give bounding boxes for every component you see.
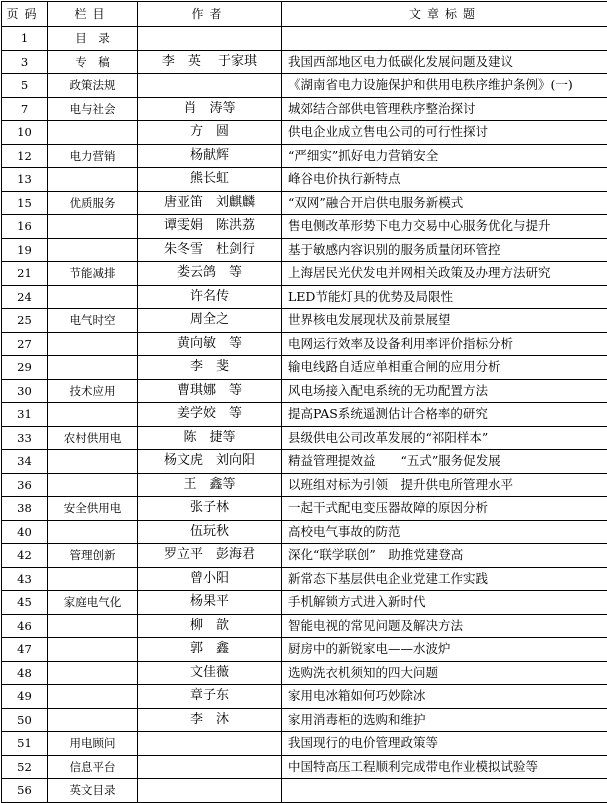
title-cell-text: 新常态下基层供电企业党建工作实践: [288, 571, 488, 586]
title-cell-text: 售电侧改革形势下电力交易中心服务优化与提升: [288, 218, 551, 233]
column-cell: [48, 403, 138, 427]
page-number-cell: [2, 168, 48, 192]
title-cell-text: 《湖南省电力设施保护和供用电秩序维护条例》(一): [288, 77, 573, 92]
page-number-cell-text: 52: [17, 760, 32, 774]
author-cell-text: 黄向敏 等: [177, 336, 242, 351]
column-cell: [48, 332, 138, 356]
page-number-cell-text: 25: [17, 313, 32, 327]
page-number-cell-text: 31: [17, 407, 32, 421]
page-number-cell-text: 34: [17, 454, 32, 468]
table-row: [2, 685, 607, 709]
page-number-cell-text: 19: [17, 243, 32, 257]
author-cell-text: 李 斐: [190, 359, 229, 374]
author-cell: [138, 403, 282, 427]
title-cell-text: 精益管理提效益 “五式”服务促发展: [288, 453, 501, 468]
title-cell-text: 以班组对标为引领 提升供电所管理水平: [288, 477, 513, 492]
page-number-cell: [2, 708, 48, 732]
title-cell-text: 提高PAS系统遥测估计合格率的研究: [288, 406, 488, 421]
title-cell: [282, 544, 607, 568]
column-cell-text: 家庭电气化: [64, 595, 122, 609]
author-cell: [138, 215, 282, 239]
title-cell: [282, 238, 607, 262]
author-cell-text: 王 鑫等: [183, 477, 235, 492]
table-row: [2, 332, 607, 356]
column-cell: [48, 50, 138, 74]
author-cell: [138, 144, 282, 168]
author-cell-text: 张子林: [190, 500, 229, 515]
page-number-cell: [2, 497, 48, 521]
table-row: [2, 379, 607, 403]
page-number-cell-text: 13: [17, 172, 32, 186]
title-cell-text: 中国特高压工程顺利完成带电作业模拟试验等: [288, 759, 538, 774]
author-cell-text: 娄云鸽 等: [177, 265, 242, 280]
title-cell: [282, 356, 607, 380]
title-cell: [282, 732, 607, 756]
author-cell-text: 姜学姣 等: [177, 406, 242, 421]
title-cell-text: “双网”融合开启供电服务新模式: [288, 195, 463, 210]
page-number-cell: [2, 544, 48, 568]
author-cell: [138, 567, 282, 591]
title-cell-text: 一起干式配电变压器故障的原因分析: [288, 500, 488, 515]
table-row: [2, 755, 607, 779]
title-cell-text: 高校电气事故的防范: [288, 524, 401, 539]
author-cell-text: 谭雯娟 陈洪荔: [164, 218, 255, 233]
column-cell: [48, 121, 138, 145]
author-cell: [138, 708, 282, 732]
page-number-cell-text: 36: [17, 478, 32, 492]
page-number-cell: [2, 332, 48, 356]
table-row: [2, 614, 607, 638]
author-cell: [138, 732, 282, 756]
page-number-cell: [2, 27, 48, 51]
column-cell-text: 农村供用电: [64, 431, 122, 445]
table-row: [2, 426, 607, 450]
table-row: [2, 497, 607, 521]
column-cell: [48, 356, 138, 380]
page-number-cell-text: 51: [17, 736, 32, 750]
title-cell: [282, 215, 607, 239]
header-title: 文章标题: [282, 2, 607, 27]
page-number-cell-text: 10: [17, 125, 32, 139]
title-cell: [282, 191, 607, 215]
header-column: 栏目: [48, 2, 138, 27]
title-cell: [282, 755, 607, 779]
column-cell: [48, 450, 138, 474]
page-number-cell: [2, 567, 48, 591]
column-cell: [48, 614, 138, 638]
column-cell: [48, 497, 138, 521]
column-cell: [48, 238, 138, 262]
column-cell-text: 安全供用电: [64, 501, 122, 515]
column-cell: [48, 27, 138, 51]
table-row: [2, 591, 607, 615]
title-cell: [282, 285, 607, 309]
title-cell-text: 智能电视的常见问题及解决方法: [288, 618, 463, 633]
title-cell: [282, 403, 607, 427]
page-number-cell-text: 29: [17, 360, 32, 374]
title-cell-text: 手机解锁方式进入新时代: [288, 594, 426, 609]
table-row: [2, 708, 607, 732]
title-cell-text: 我国现行的电价管理政策等: [288, 735, 438, 750]
table-row: [2, 238, 607, 262]
page-number-cell-text: 7: [21, 102, 28, 116]
column-cell: [48, 661, 138, 685]
column-cell-text: 电力营销: [70, 149, 116, 163]
author-cell-text: 李 英 于家琪: [162, 54, 257, 69]
author-cell: [138, 238, 282, 262]
table-row: [2, 544, 607, 568]
header-row: [2, 2, 607, 27]
title-cell-text: 上海居民光伏发电并网相关政策及办理方法研究: [288, 265, 551, 280]
page-number-cell: [2, 403, 48, 427]
author-cell-text: 许名传: [190, 289, 229, 304]
table-row: [2, 121, 607, 145]
author-cell-text: 章子东: [190, 688, 229, 703]
author-cell-text: 熊长虹: [190, 171, 229, 186]
page-number-cell-text: 56: [17, 783, 32, 797]
author-cell: [138, 591, 282, 615]
author-cell: [138, 661, 282, 685]
author-cell: [138, 685, 282, 709]
page-number-cell-text: 47: [17, 642, 32, 656]
author-cell: [138, 191, 282, 215]
title-cell-text: 城郊结合部供电管理秩序整治探讨: [288, 101, 476, 116]
author-cell: [138, 520, 282, 544]
column-cell-text: 用电顾问: [70, 736, 116, 750]
author-cell: [138, 497, 282, 521]
title-cell: [282, 638, 607, 662]
title-cell: [282, 614, 607, 638]
column-cell: [48, 755, 138, 779]
page-number-cell: [2, 262, 48, 286]
title-cell: [282, 708, 607, 732]
page-number-cell-text: 15: [17, 196, 32, 210]
table-row: [2, 520, 607, 544]
column-cell-text: 优质服务: [70, 196, 116, 210]
author-cell-text: 伍玩秋: [190, 524, 229, 539]
page-number-cell-text: 3: [21, 55, 28, 69]
title-cell: [282, 144, 607, 168]
column-cell-text: 信息平台: [70, 760, 116, 774]
page-number-cell: [2, 121, 48, 145]
author-cell: [138, 755, 282, 779]
author-cell: [138, 97, 282, 121]
table-row: [2, 27, 607, 51]
page-number-cell-text: 40: [17, 525, 32, 539]
page-number-cell: [2, 309, 48, 333]
author-cell: [138, 285, 282, 309]
header-author: 作者: [138, 2, 282, 27]
title-cell: [282, 74, 607, 98]
table-row: [2, 168, 607, 192]
author-cell-text: 陈 捷等: [183, 430, 235, 445]
table-row: [2, 638, 607, 662]
column-cell: [48, 191, 138, 215]
title-cell: [282, 309, 607, 333]
title-cell: [282, 121, 607, 145]
title-cell-text: LED节能灯具的优势及局限性: [288, 289, 453, 304]
table-row: [2, 191, 607, 215]
title-cell: [282, 168, 607, 192]
title-cell: [282, 262, 607, 286]
page-number-cell: [2, 191, 48, 215]
table-row: [2, 215, 607, 239]
column-cell: [48, 732, 138, 756]
author-cell-text: 文佳薇: [190, 665, 229, 680]
title-cell: [282, 661, 607, 685]
title-cell-text: 峰谷电价执行新特点: [288, 171, 401, 186]
table-row: [2, 262, 607, 286]
title-cell-text: 基于敏感内容识别的服务质量闭环管控: [288, 242, 501, 257]
column-cell-text: 英文目录: [70, 783, 116, 797]
page-number-cell: [2, 473, 48, 497]
table-row: [2, 403, 607, 427]
page-number-cell-text: 1: [21, 31, 28, 45]
title-cell-text: 世界核电发展现状及前景展望: [288, 312, 451, 327]
author-cell: [138, 473, 282, 497]
title-cell-text: 供电企业成立售电公司的可行性探讨: [288, 124, 488, 139]
column-cell: [48, 215, 138, 239]
author-cell: [138, 262, 282, 286]
column-cell: [48, 520, 138, 544]
author-cell: [138, 309, 282, 333]
author-cell-text: 曾小阳: [190, 571, 229, 586]
table-row: [2, 450, 607, 474]
author-cell: [138, 27, 282, 51]
table-row: [2, 732, 607, 756]
page-number-cell: [2, 215, 48, 239]
page-number-cell-text: 27: [17, 337, 32, 351]
page-number-cell-text: 33: [17, 431, 32, 445]
title-cell: [282, 520, 607, 544]
page-number-cell: [2, 755, 48, 779]
column-cell: [48, 144, 138, 168]
page-number-cell-text: 38: [17, 501, 32, 515]
page-number-cell: [2, 144, 48, 168]
page-number-cell: [2, 779, 48, 803]
page-number-cell-text: 5: [21, 78, 28, 92]
column-cell: [48, 74, 138, 98]
author-cell: [138, 544, 282, 568]
author-cell-text: 曹琪娜 等: [177, 383, 242, 398]
author-cell-text: 周全之: [190, 312, 229, 327]
page-number-cell-text: 42: [17, 548, 32, 562]
author-cell: [138, 356, 282, 380]
title-cell: [282, 567, 607, 591]
title-cell-text: 电网运行效率及设备利用率评价指标分析: [288, 336, 513, 351]
page-number-cell-text: 43: [17, 572, 32, 586]
page-number-cell: [2, 74, 48, 98]
title-cell-text: 输电线路自适应单相重合闸的应用分析: [288, 359, 501, 374]
table-row: [2, 50, 607, 74]
column-cell: [48, 309, 138, 333]
page-number-cell: [2, 379, 48, 403]
title-cell-text: 家用消毒柜的选购和维护: [288, 712, 426, 727]
page-number-cell-text: 49: [17, 689, 32, 703]
column-cell: [48, 285, 138, 309]
page-number-cell-text: 30: [17, 384, 32, 398]
page-number-cell-text: 48: [17, 666, 32, 680]
column-cell: [48, 426, 138, 450]
page-number-cell-text: 50: [17, 713, 32, 727]
toc-body: [2, 27, 607, 803]
column-cell: [48, 168, 138, 192]
title-cell-text: “严细实”抓好电力营销安全: [288, 148, 438, 163]
author-cell-text: 唐亚笛 刘麒麟: [164, 195, 255, 210]
title-cell: [282, 27, 607, 51]
table-row: [2, 567, 607, 591]
author-cell: [138, 426, 282, 450]
author-cell-text: 肖 涛等: [183, 101, 235, 116]
author-cell: [138, 779, 282, 803]
table-row: [2, 356, 607, 380]
column-cell: [48, 544, 138, 568]
page-number-cell-text: 12: [17, 149, 32, 163]
column-cell-text: 技术应用: [70, 384, 116, 398]
title-cell-text: 家用电冰箱如何巧妙除冰: [288, 688, 426, 703]
column-cell-text: 专 稿: [75, 55, 110, 69]
title-cell-text: 选购洗衣机须知的四大问题: [288, 665, 438, 680]
page-number-cell-text: 24: [17, 290, 32, 304]
title-cell-text: 风电场接入配电系统的无功配置方法: [288, 383, 488, 398]
column-cell: [48, 262, 138, 286]
title-cell: [282, 685, 607, 709]
page-number-cell: [2, 591, 48, 615]
page-number-cell: [2, 614, 48, 638]
author-cell-text: 罗立平 彭海君: [164, 547, 255, 562]
title-cell: [282, 50, 607, 74]
column-cell-text: 电与社会: [70, 102, 116, 116]
author-cell-text: 李 沐: [190, 712, 229, 727]
table-row: [2, 779, 607, 803]
column-cell: [48, 473, 138, 497]
page-number-cell: [2, 732, 48, 756]
table-row: [2, 309, 607, 333]
page-number-cell-text: 21: [17, 266, 32, 280]
author-cell: [138, 332, 282, 356]
author-cell-text: 杨献辉: [190, 148, 229, 163]
table-of-contents: [1, 1, 607, 803]
author-cell-text: 柳 歆: [190, 618, 229, 633]
page-number-cell-text: 45: [17, 595, 32, 609]
table-row: [2, 74, 607, 98]
table-row: [2, 661, 607, 685]
title-cell: [282, 779, 607, 803]
page-number-cell: [2, 450, 48, 474]
column-cell: [48, 97, 138, 121]
author-cell-text: 杨果平: [190, 594, 229, 609]
author-cell: [138, 50, 282, 74]
title-cell: [282, 426, 607, 450]
page-number-cell: [2, 50, 48, 74]
page-number-cell-text: 46: [17, 619, 32, 633]
column-cell: [48, 708, 138, 732]
page-number-cell-text: 16: [17, 219, 32, 233]
column-cell-text: 管理创新: [70, 548, 116, 562]
author-cell: [138, 168, 282, 192]
title-cell-text: 厨房中的新锐家电——水波炉: [288, 641, 451, 656]
author-cell-text: 朱冬雪 杜剑行: [164, 242, 255, 257]
page-number-cell: [2, 520, 48, 544]
title-cell: [282, 379, 607, 403]
column-cell: [48, 638, 138, 662]
author-cell: [138, 379, 282, 403]
author-cell-text: 杨文虎 刘向阳: [164, 453, 255, 468]
page-number-cell: [2, 356, 48, 380]
title-cell-text: 县级供电公司改革发展的“祁阳样本”: [288, 430, 488, 445]
page-number-cell: [2, 238, 48, 262]
title-cell-text: 我国西部地区电力低碳化发展问题及建议: [288, 54, 513, 69]
page-number-cell: [2, 97, 48, 121]
author-cell: [138, 121, 282, 145]
table-row: [2, 473, 607, 497]
author-cell: [138, 638, 282, 662]
column-cell: [48, 591, 138, 615]
column-cell-text: 节能减排: [70, 266, 116, 280]
column-cell-text: 目 录: [75, 31, 110, 45]
table-row: [2, 285, 607, 309]
title-cell: [282, 497, 607, 521]
page-number-cell: [2, 285, 48, 309]
column-cell: [48, 779, 138, 803]
column-cell: [48, 379, 138, 403]
page-number-cell: [2, 661, 48, 685]
author-cell-text: 郭 鑫: [190, 641, 229, 656]
author-cell: [138, 450, 282, 474]
column-cell-text: 政策法规: [70, 78, 116, 92]
page-number-cell: [2, 685, 48, 709]
table-row: [2, 144, 607, 168]
title-cell: [282, 332, 607, 356]
column-cell-text: 电气时空: [70, 313, 116, 327]
header-page-number: 页码: [2, 2, 48, 27]
page-number-cell: [2, 426, 48, 450]
page-number-cell: [2, 638, 48, 662]
column-cell: [48, 685, 138, 709]
title-cell: [282, 473, 607, 497]
title-cell: [282, 450, 607, 474]
column-cell: [48, 567, 138, 591]
author-cell: [138, 614, 282, 638]
author-cell: [138, 74, 282, 98]
title-cell-text: 深化“联学联创” 助推党建登高: [288, 547, 463, 562]
table-row: [2, 97, 607, 121]
author-cell-text: 方 圆: [190, 124, 229, 139]
title-cell: [282, 97, 607, 121]
title-cell: [282, 591, 607, 615]
